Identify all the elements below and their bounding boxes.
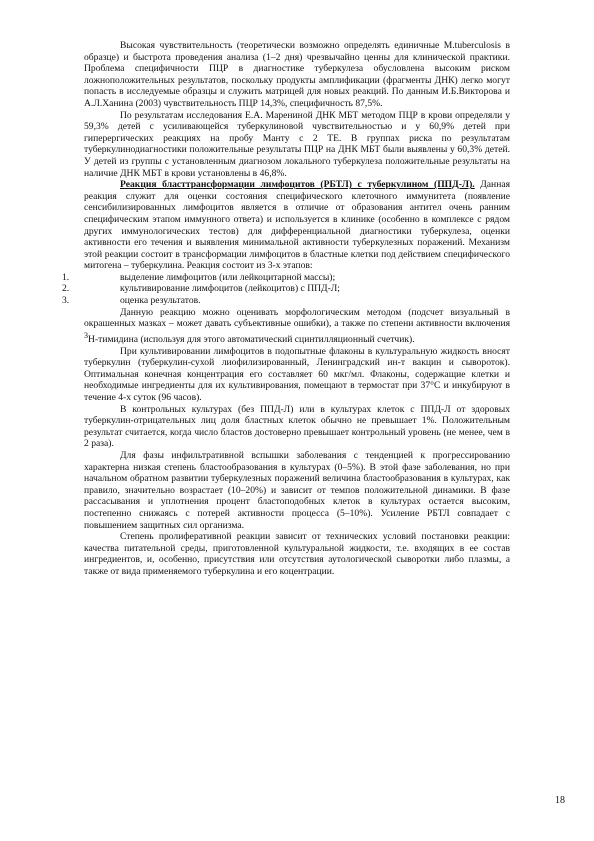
steps-list xyxy=(62,271,510,307)
paragraph-proliferative-reaction: Степень пролиферативной реакции зависит от технических условий постановки реакции: качества питательной среды, приготовленной культуральной жидкости, т.е. входящих в ее состав ингредиентов, и, особенно, присутствия или отсутствия аутологической сыворотки либо плазмы, а также от вида применяемого туберкулина и его коцентрации. xyxy=(84,531,510,577)
list-item-text: оценка результатов. xyxy=(120,295,201,307)
list-item-text: культивирование лимфоцитов (лейкоцитов) с ППД-Л; xyxy=(120,283,340,295)
list-item-number: 3. xyxy=(62,295,70,307)
list-item xyxy=(62,283,510,295)
list-item xyxy=(62,295,510,307)
evaluation-text: Данную реакцию можно оценивать морфологическим методом (подсчет визуальный в окрашенных мазках – может давать субъективные ошибки), а также по степени активности включения xyxy=(84,306,510,330)
paragraph-infiltrative-phase: Для фазы инфильтративной вспышки заболевания с тенденцией к прогрессированию характерна низкая степень бластообразования в культурах (0–5%). В этой фазе заболевания, но при начальном обратном развитии туберкулезных поражений величина бластообразования в культурах, как правило, значительно возрастает (10–20%) и зависит от темпов положительной динамики. В фазе рассасывания и уплотнения процент бластоподобных клеток в культурах остается высоким, постепенно снижаясь с потерей активности процесса (5–10%). Усиление РБТЛ совпадает с повышением защитных сил организма. xyxy=(84,449,510,531)
list-item-text: выделение лимфоцитов (или лейкоцитарной массы); xyxy=(120,271,336,283)
paragraph-rbtl-intro xyxy=(84,179,510,272)
paragraph-pcr-sensitivity: Высокая чувствительность (теоретически возможно определять единичные M.tuberculosis в образце) и быстрота проведения анализа (1–2 дня) чрезвычайно ценны для клинической практики. Проблема специфичности ПЦР в диагностике туберкулеза обусловлена высоким риском ложноположительных результатов, поскольку продукты амплификации (фрагменты ДНК) легко могут попасть в исследуемые образцы и служить матрицей для новых реакций. По данным И.Б.Викторова и А.Л.Ханина (2003) чувствительность ПЦР 14,3%, специфичность 87,5%. xyxy=(84,40,510,109)
rbtl-description: Данная реакция служит для оценки состояния специфического клеточного иммунитета (появление сенсибилизированных лимфоцитов является в отличие от образования антител очень ранним специфическим этапом иммунного ответа) и используется в клинике (особенно в комплексе с рядом других иммунологических тестов) для дифференциальной диагностики туберкулеза, оценки активности его течения и выявления минимальной активности туберкулезных поражений. Механизм этой реакции состоит в трансформации лимфоцитов в бластные клетки под действием специфического митогена – туберкулина. Реакция состоит из 3-х этапов: xyxy=(84,179,511,272)
thymidine-text: Н-тимидина (используя для этого автоматический сцинтилляционный счетчик). xyxy=(88,334,415,346)
paragraph-marenina-study: По результатам исследования Е.А. Марениной ДНК МБТ методом ПЦР в крови определяли у 59,3% детей с усиливающейся туберкулиновой чувствительностью и у 60,9% детей при гиперергических реакциях на пробу Манту с 2 ТЕ. В группах риска по результатам туберкулинодиагностики положительные результаты ПЦР на ДНК МБТ были выявлены у 60,3% детей. У детей из группы с установленным диагнозом локального туберкулеза положительные результаты на наличие ДНК МБТ в крови установлены в 46,8%. xyxy=(84,109,510,179)
list-item xyxy=(62,271,510,284)
section-heading-rbtl: Реакция бласттрансформации лимфоцитов (РБТЛ) с туберкулином (ППД-Л). xyxy=(120,179,475,191)
page-number: 18 xyxy=(555,795,565,806)
paragraph-control-cultures: В контрольных культурах (без ППД-Л) или в культурах клеток с ППД-Л от здоровых туберкулин-отрицательных лиц доля бластных клеток обычно не превышает 1%. Положительным результат считается, когда число бластов достоверно превышает контрольный уровень (не менее, чем в 2 раза). xyxy=(84,403,510,450)
body-text xyxy=(62,40,511,578)
list-item-number: 1. xyxy=(62,271,70,283)
list-item-number: 2. xyxy=(62,283,70,295)
paragraph-evaluation-method xyxy=(84,307,510,346)
paragraph-cultivation: При культивировании лимфоцитов в подопытные флаконы в культуральную жидкость вносят туберкулин (туберкулин-сухой лиофилизированный, Ленинградский ин-т вакцин и сывороток). Оптимальная конечная концентрация его составляет 60 мкг/мл. Флаконы, содержащие клетки и необходимые ингредиенты для их культивирования, помещают в термостат при 37°С и инкубируют в течение 4-х суток (96 часов). xyxy=(84,345,510,403)
isotope-superscript: 3 xyxy=(84,330,88,340)
